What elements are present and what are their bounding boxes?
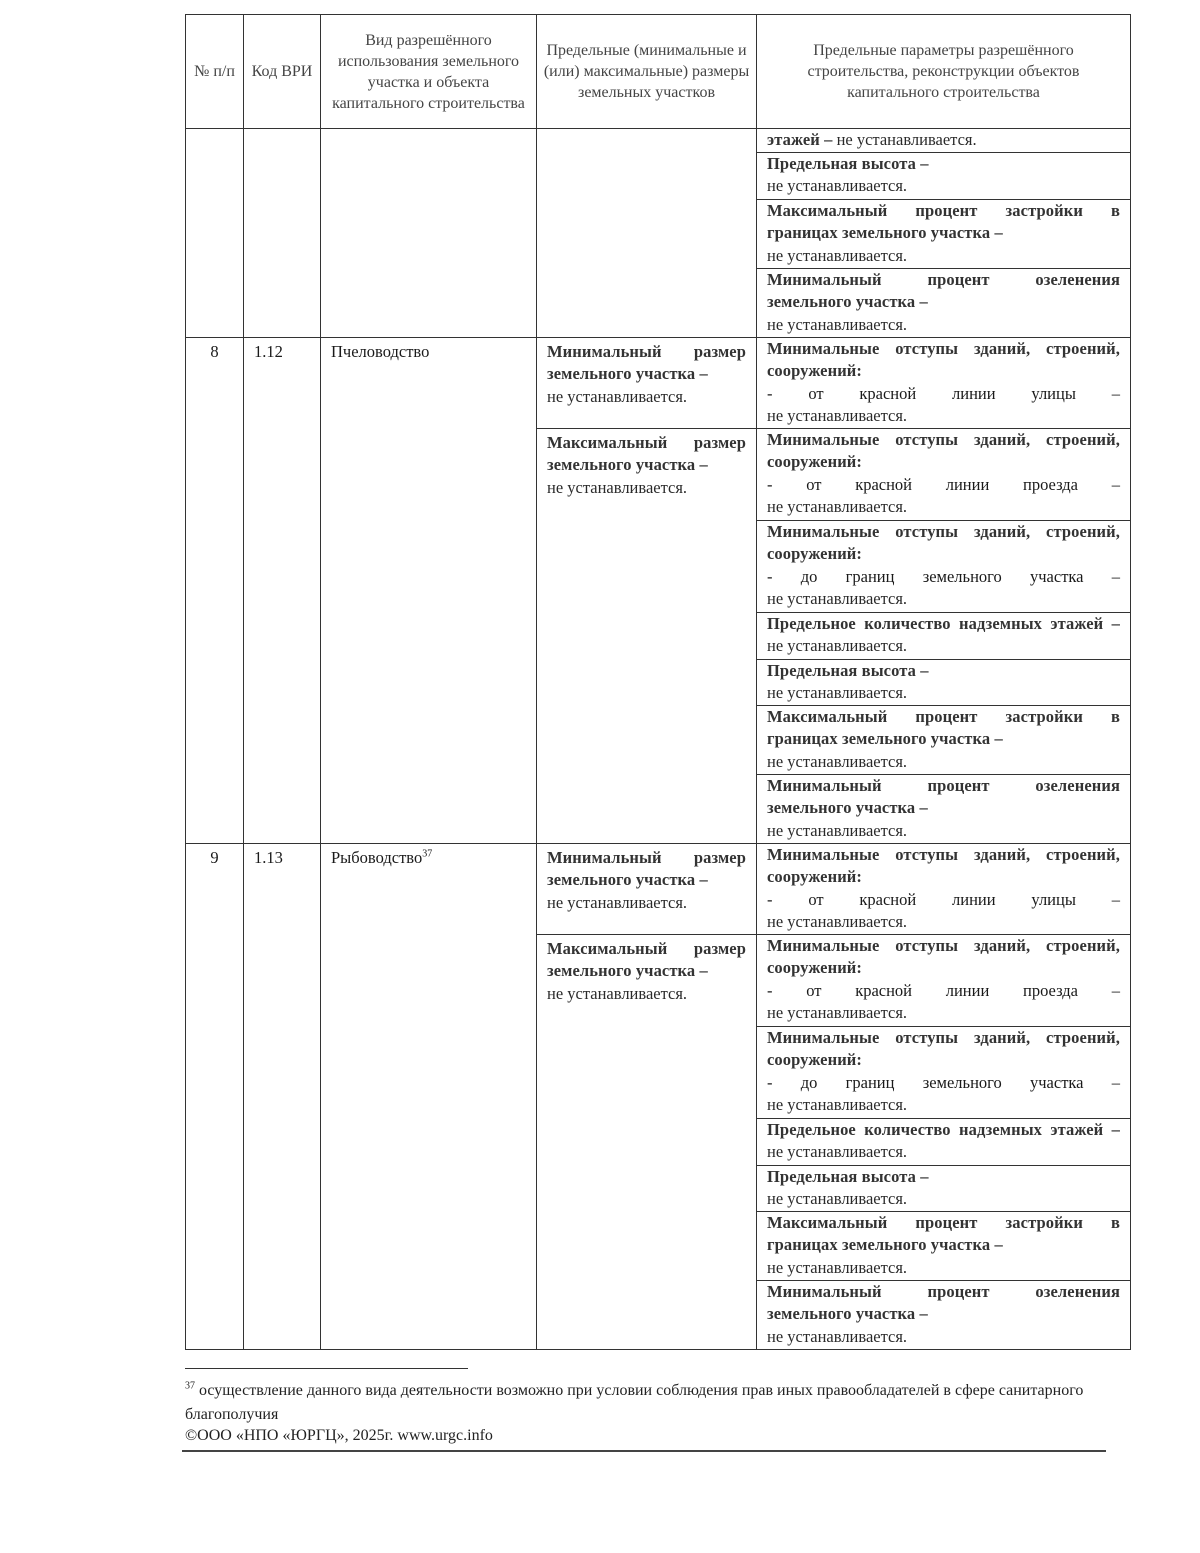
footnote-marker: 37 <box>185 1380 195 1392</box>
param-title: этажей – <box>767 130 833 149</box>
param-cell <box>757 129 1131 153</box>
row-code-text: 1.12 <box>254 341 283 361</box>
row-number-text: 9 <box>210 847 219 867</box>
param-dash-line: - от красной линии проезда – <box>767 474 1120 494</box>
param-cell <box>757 1118 1131 1165</box>
size-min-cell <box>537 843 757 934</box>
table-row <box>186 843 1131 934</box>
footnote-rule <box>185 1368 468 1369</box>
param-value: не устанавливается. <box>767 820 908 840</box>
size-max-cell <box>537 428 757 843</box>
row-number <box>186 337 244 843</box>
param-title: Максимальный процент застройки в границах земельного участка – <box>767 1212 1120 1254</box>
param-value: не устанавливается. <box>836 130 977 149</box>
row-use-text: Пчеловодство <box>331 341 430 361</box>
size-title: Максимальный размер земельного участка – <box>547 938 746 980</box>
size-value: не устанавливается. <box>547 477 688 497</box>
table-row <box>186 129 1131 153</box>
param-cell <box>757 774 1131 843</box>
param-cell <box>757 520 1131 612</box>
size-value: не устанавливается. <box>547 892 688 912</box>
size-title: Максимальный размер земельного участка – <box>547 432 746 474</box>
param-title: Минимальные отступы зданий, строений, сооружений: <box>767 935 1120 977</box>
size-title: Минимальный размер земельного участка – <box>547 341 746 383</box>
param-cell <box>757 268 1131 337</box>
param-cell <box>757 428 1131 520</box>
param-value: не устанавливается. <box>767 912 908 931</box>
row-use-text: Рыбоводство <box>331 847 423 867</box>
param-value: не устанавливается. <box>767 497 908 516</box>
param-title: Минимальный процент озеленения земельного участка – <box>767 775 1120 817</box>
row-number <box>186 843 244 1349</box>
param-title: Минимальные отступы зданий, строений, сооружений: <box>767 338 1120 380</box>
param-title: Предельная высота – <box>767 660 929 680</box>
param-value: не устанавливается. <box>767 406 908 425</box>
param-value: не устанавливается. <box>767 1189 908 1208</box>
param-cell <box>757 152 1131 199</box>
row-use <box>321 337 537 843</box>
param-value: не устанавливается. <box>767 636 908 655</box>
param-title: Минимальные отступы зданий, строений, сооружений: <box>767 1027 1120 1069</box>
size-value: не устанавливается. <box>547 983 688 1003</box>
header-sizes: Предельные (минимальные и (или) максимальные) размеры земельных участков <box>537 15 757 129</box>
param-value: не устанавливается. <box>767 245 908 265</box>
param-value: не устанавливается. <box>767 1142 908 1161</box>
header-params: Предельные параметры разрешённого строительства, реконструкции объектов капитального строительства <box>757 15 1131 129</box>
param-cell <box>757 843 1131 934</box>
param-title: Минимальные отступы зданий, строений, сооружений: <box>767 521 1120 563</box>
size-title: Минимальный размер земельного участка – <box>547 847 746 889</box>
param-value: не устанавливается. <box>767 589 908 608</box>
param-title: Минимальные отступы зданий, строений, сооружений: <box>767 429 1120 471</box>
param-dash-line: - до границ земельного участка – <box>767 566 1120 586</box>
param-title: Максимальный процент застройки в границах земельного участка – <box>767 706 1120 748</box>
row-code <box>244 337 321 843</box>
row-code <box>244 843 321 1349</box>
header-num: № п/п <box>186 15 244 129</box>
cont-num-cell <box>186 129 244 338</box>
param-value: не устанавливается. <box>767 751 908 771</box>
param-cell <box>757 1211 1131 1280</box>
bottom-rule <box>182 1450 1106 1452</box>
param-title: Минимальный процент озеленения земельного участка – <box>767 1281 1120 1323</box>
row-use <box>321 843 537 1349</box>
param-cell <box>757 705 1131 774</box>
param-value: не устанавливается. <box>767 1257 908 1277</box>
cont-code-cell <box>244 129 321 338</box>
param-title: Предельное количество надземных этажей – <box>767 613 1120 633</box>
param-cell <box>757 612 1131 659</box>
param-value: не устанавливается. <box>767 683 908 702</box>
row-number-text: 8 <box>210 341 219 361</box>
param-cell <box>757 1026 1131 1118</box>
land-use-table <box>185 14 1131 1350</box>
param-cell <box>757 337 1131 428</box>
param-title: Предельное количество надземных этажей – <box>767 1119 1120 1139</box>
footnote-text: осуществление данного вида деятельности возможно при условии соблюдения прав иных правообладателей в сфере санитарного благополучия <box>185 1382 1084 1423</box>
footnote <box>185 1379 1085 1427</box>
param-value: не устанавливается. <box>767 1003 908 1022</box>
param-dash-line: - до границ земельного участка – <box>767 1072 1120 1092</box>
param-dash-line: - от красной линии улицы – <box>767 889 1120 909</box>
table-body <box>186 129 1131 1350</box>
footnote-ref: 37 <box>422 848 433 859</box>
param-cell <box>757 1280 1131 1349</box>
size-min-cell <box>537 337 757 428</box>
param-value: не устанавливается. <box>767 1095 908 1114</box>
param-title: Минимальный процент озеленения земельного участка – <box>767 269 1120 311</box>
cont-sizes-cell <box>537 129 757 338</box>
size-value: не устанавливается. <box>547 386 688 406</box>
param-title: Минимальные отступы зданий, строений, сооружений: <box>767 844 1120 886</box>
param-dash-line: - от красной линии проезда – <box>767 980 1120 1000</box>
param-cell <box>757 934 1131 1026</box>
copyright: ©ООО «НПО «ЮРГЦ», 2025г. www.urgc.info <box>185 1427 493 1444</box>
param-cell <box>757 199 1131 268</box>
header-code: Код ВРИ <box>244 15 321 129</box>
param-title: Максимальный процент застройки в границах земельного участка – <box>767 200 1120 242</box>
param-cell <box>757 1165 1131 1211</box>
row-code-text: 1.13 <box>254 847 283 867</box>
header-use: Вид разрешённого использования земельного участка и объекта капитального строительства <box>321 15 537 129</box>
table-header-row <box>186 15 1131 129</box>
param-value: не устанавливается. <box>767 176 908 195</box>
param-value: не устанавливается. <box>767 314 908 334</box>
param-cell <box>757 659 1131 705</box>
param-title: Предельная высота – <box>767 153 929 173</box>
param-dash-line: - от красной линии улицы – <box>767 383 1120 403</box>
table-row <box>186 337 1131 428</box>
cont-use-cell <box>321 129 537 338</box>
size-max-cell <box>537 934 757 1349</box>
param-value: не устанавливается. <box>767 1326 908 1346</box>
param-title: Предельная высота – <box>767 1166 929 1186</box>
